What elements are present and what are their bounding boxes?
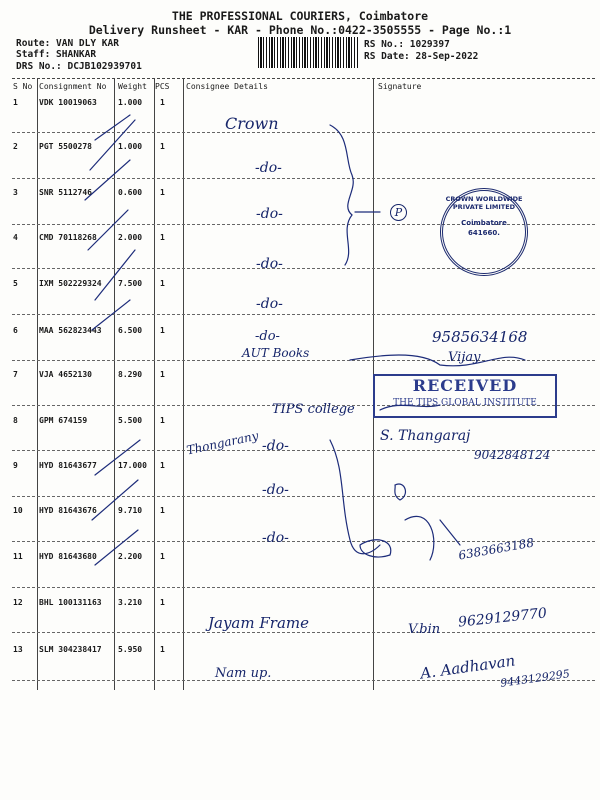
cell-weight: 9.710 xyxy=(118,506,143,515)
cell-weight: 5.500 xyxy=(118,416,143,425)
header-pcs: PCS xyxy=(155,82,170,91)
cell-weight: 1.000 xyxy=(118,98,143,107)
hw-phone-1: 9585634168 xyxy=(432,328,528,346)
cell-pcs: 1 xyxy=(160,416,165,425)
received-stamp-title: RECEIVED xyxy=(412,376,518,395)
route-label: Route: VAN DLY KAR xyxy=(16,38,119,49)
hw-ditto-5: -do- xyxy=(256,296,283,312)
cell-sno: 8 xyxy=(13,416,18,425)
cell-sno: 6 xyxy=(13,326,18,335)
hw-ditto-8: -do- xyxy=(262,438,289,454)
hw-thongarany: Thongarany xyxy=(185,428,260,458)
hw-tips-college: TIPS college xyxy=(272,402,355,417)
hw-ditto-9: -do- xyxy=(262,482,289,498)
cell-weight: 1.000 xyxy=(118,142,143,151)
seal-ring-text: CROWN WORLDWIDE PRIVATE LIMITED xyxy=(445,195,523,211)
cell-pcs: 1 xyxy=(160,370,165,379)
cell-consignment: VDK 10019063 xyxy=(39,98,97,107)
cell-weight: 5.950 xyxy=(118,645,143,654)
seal-pin: 641660. xyxy=(468,229,500,237)
hw-ditto-10: -do- xyxy=(262,530,289,546)
cell-pcs: 1 xyxy=(160,598,165,607)
sig-vbin: V.bin xyxy=(408,622,441,637)
hw-phone-4: 9629129770 xyxy=(457,605,548,631)
cell-sno: 3 xyxy=(13,188,18,197)
cell-sno: 10 xyxy=(13,506,23,515)
cell-weight: 3.210 xyxy=(118,598,143,607)
cell-consignment: CMD 70118268 xyxy=(39,233,97,242)
cell-pcs: 1 xyxy=(160,279,165,288)
header-weight: Weight xyxy=(118,82,147,91)
cell-weight: 2.200 xyxy=(118,552,143,561)
cell-pcs: 1 xyxy=(160,233,165,242)
cell-pcs: 1 xyxy=(160,506,165,515)
header-sno: S No xyxy=(13,82,33,91)
hw-ditto-2: -do- xyxy=(255,160,282,176)
staff-label: Staff: SHANKAR xyxy=(16,49,97,60)
hw-ditto-4: -do- xyxy=(256,256,283,272)
hw-phone-2: 9042848124 xyxy=(474,448,551,462)
cell-consignment: HYD 81643680 xyxy=(39,552,97,561)
hw-phone-3: 6383663188 xyxy=(457,535,535,563)
hw-crown: Crown xyxy=(225,114,279,133)
sig-thangaraj: S. Thangaraj xyxy=(380,428,471,444)
cell-sno: 12 xyxy=(13,598,23,607)
cell-pcs: 1 xyxy=(160,461,165,470)
hw-ditto-3: -do- xyxy=(256,206,283,222)
cell-pcs: 1 xyxy=(160,188,165,197)
cell-sno: 2 xyxy=(13,142,18,151)
sig-aadhavan: A. Aadhavan xyxy=(419,651,517,683)
cell-weight: 2.000 xyxy=(118,233,143,242)
cell-pcs: 1 xyxy=(160,645,165,654)
cell-pcs: 1 xyxy=(160,142,165,151)
hw-nam-up: Nam up. xyxy=(215,666,272,681)
cell-weight: 6.500 xyxy=(118,326,143,335)
cell-sno: 9 xyxy=(13,461,18,470)
hw-phone-5: 9443129295 xyxy=(499,667,571,690)
hw-jayam-frame: Jayam Frame xyxy=(208,614,309,632)
cell-consignment: HYD 81643676 xyxy=(39,506,97,515)
cell-weight: 8.290 xyxy=(118,370,143,379)
hw-circled-p: P xyxy=(390,204,407,221)
hw-ditto-6: -do- xyxy=(255,329,280,344)
document-title: THE PROFESSIONAL COURIERS, Coimbatore xyxy=(171,9,429,23)
header-signature: Signature xyxy=(378,82,422,91)
sig-vijay: Vijay xyxy=(448,350,481,365)
seal-city: Coimbatore xyxy=(461,219,507,227)
cell-weight: 7.500 xyxy=(118,279,143,288)
header-consignment: Consignment No xyxy=(39,82,107,91)
cell-consignment: BHL 100131163 xyxy=(39,598,102,607)
cell-sno: 5 xyxy=(13,279,18,288)
cell-consignment: MAA 562823443 xyxy=(39,326,102,335)
cell-consignment: IXM 502229324 xyxy=(39,279,102,288)
header-consignee: Consignee Details xyxy=(186,82,268,91)
cell-sno: 13 xyxy=(13,645,23,654)
document-subtitle: Delivery Runsheet - KAR - Phone No.:0422-3505555 - Page No.:1 xyxy=(88,23,512,37)
cell-pcs: 1 xyxy=(160,552,165,561)
hw-aut-books: AUT Books xyxy=(242,346,310,360)
cell-sno: 4 xyxy=(13,233,18,242)
rs-date: RS Date: 28-Sep-2022 xyxy=(364,51,479,62)
drs-number: DRS No.: DCJB102939701 xyxy=(16,61,142,72)
cell-weight: 17.000 xyxy=(118,461,147,470)
cell-consignment: SNR 5112746 xyxy=(39,188,92,197)
cell-pcs: 1 xyxy=(160,326,165,335)
cell-consignment: HYD 81643677 xyxy=(39,461,97,470)
received-stamp-org: THE TIPS GLOBAL INSTITUTE xyxy=(393,398,537,408)
cell-sno: 1 xyxy=(13,98,18,107)
cell-consignment: VJA 4652130 xyxy=(39,370,92,379)
cell-sno: 11 xyxy=(13,552,23,561)
rs-number: RS No.: 1029397 xyxy=(364,39,450,50)
cell-weight: 0.600 xyxy=(118,188,143,197)
cell-pcs: 1 xyxy=(160,98,165,107)
cell-consignment: PGT 5500278 xyxy=(39,142,92,151)
cell-consignment: GPM 674159 xyxy=(39,416,88,425)
cell-sno: 7 xyxy=(13,370,18,379)
cell-consignment: SLM 304238417 xyxy=(39,645,102,654)
